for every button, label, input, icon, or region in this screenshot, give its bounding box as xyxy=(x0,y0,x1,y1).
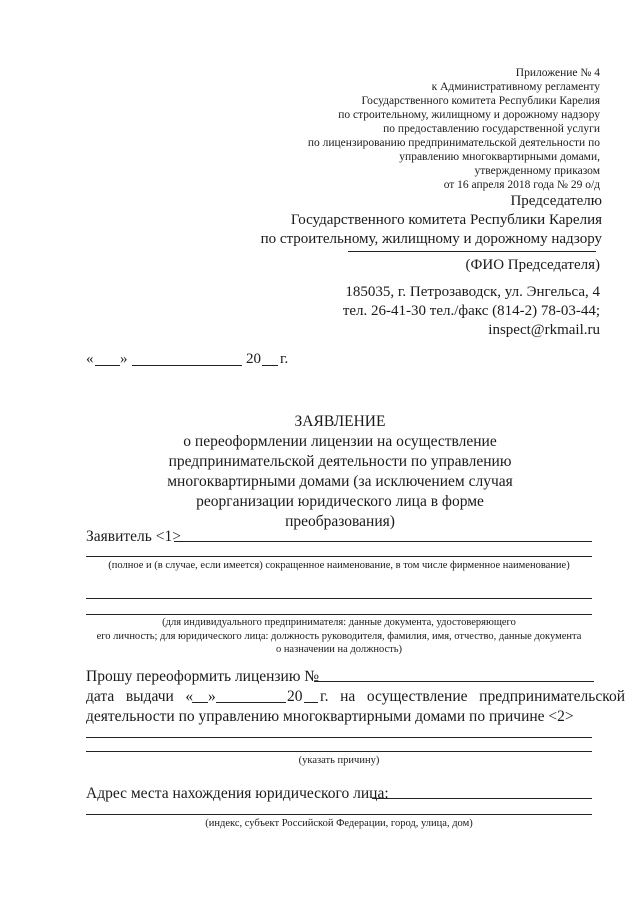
caption-line: (для индивидуального предпринимателя: данные документа, удостоверяющего xyxy=(162,617,516,628)
date-open-quote: « xyxy=(86,351,94,367)
title-heading: ЗАЯВЛЕНИЕ xyxy=(294,413,386,430)
addressee-title: Председателю xyxy=(510,193,602,209)
issue-month-field[interactable] xyxy=(216,702,286,703)
address-block xyxy=(280,283,600,340)
addressee-org: Государственного комитета Республики Карелия xyxy=(290,212,602,228)
date-day-field[interactable] xyxy=(95,365,120,366)
title-line: многоквартирными домами (за исключением случая xyxy=(167,473,513,490)
address-line: 185035, г. Петрозаводск, ул. Энгельса, 4 xyxy=(345,284,600,300)
reason-field-2[interactable] xyxy=(86,751,592,752)
legal-address-field[interactable] xyxy=(372,798,592,799)
date-year-prefix: 20 xyxy=(246,351,261,367)
appendix-block xyxy=(180,66,600,192)
appendix-line: от 16 апреля 2018 года № 29 о/д xyxy=(443,179,600,191)
applicant-label: Заявитель <1> xyxy=(86,528,181,545)
request-line-1: Прошу переоформить лицензию № xyxy=(86,668,320,685)
appendix-line: по лицензированию предпринимательской деятельности по xyxy=(307,137,600,149)
appendix-line: по строительному, жилищному и дорожному надзору xyxy=(338,109,600,121)
email-line: inspect@rkmail.ru xyxy=(488,322,600,338)
fio-caption: (ФИО Председателя) xyxy=(465,257,600,273)
reason-caption: (указать причину) xyxy=(298,755,380,766)
request-line-2 xyxy=(86,687,625,707)
appendix-line: по предоставлению государственной услуги xyxy=(383,123,600,135)
date-line xyxy=(86,350,306,372)
addressee-org-2: по строительному, жилищному и дорожному надзору xyxy=(260,231,602,247)
legal-address-caption: (индекс, субъект Российской Федерации, город, улица, дом) xyxy=(205,818,473,829)
appendix-line: управлению многоквартирными домами, xyxy=(399,151,600,163)
issue-date-label: дата выдачи « xyxy=(86,688,194,705)
caption-line: о назначении на должность) xyxy=(275,644,403,655)
issue-year-prefix: 20 xyxy=(287,688,303,705)
issue-year-field[interactable] xyxy=(304,702,318,703)
date-month-field[interactable] xyxy=(132,365,242,366)
phone-line: тел. 26-41-30 тел./факс (814-2) 78-03-44; xyxy=(342,303,600,319)
title-line: преобразования) xyxy=(285,513,395,530)
caption-line: его личность; для юридического лица: должность руководителя, фамилия, имя, отчество, данные документа xyxy=(96,630,582,642)
reason-field[interactable] xyxy=(86,737,592,738)
title-line: о переоформлении лицензии на осуществление xyxy=(183,433,497,450)
request-line-3: деятельности по управлению многоквартирными домами по причине <2> xyxy=(86,708,574,725)
applicant-details-field[interactable] xyxy=(86,598,592,599)
legal-address-label: Адрес места нахождения юридического лица: xyxy=(86,785,389,802)
issue-day-field[interactable] xyxy=(192,702,208,703)
appendix-line: утвержденному приказом xyxy=(474,165,600,177)
title-line: реорганизации юридического лица в форме xyxy=(196,493,484,510)
applicant-details-field-2[interactable] xyxy=(86,614,592,615)
issue-rest-text: г. на осуществление предпринимательской xyxy=(320,688,625,705)
date-year-suffix: г. xyxy=(280,351,289,367)
applicant-caption: (полное и (в случае, если имеется) сокращенное наименование, в том числе фирменное наименование) xyxy=(108,560,570,571)
document-title xyxy=(140,412,540,532)
title-line: предпринимательской деятельности по управлению xyxy=(168,453,512,470)
fio-field[interactable] xyxy=(348,251,596,252)
applicant-name-field-2[interactable] xyxy=(86,556,592,557)
applicant-details-caption xyxy=(86,616,592,657)
date-year-field[interactable] xyxy=(262,365,278,366)
legal-address-field-2[interactable] xyxy=(86,814,592,815)
addressee-block xyxy=(182,192,602,249)
applicant-name-field[interactable] xyxy=(174,541,592,542)
appendix-line: Государственного комитета Республики Карелия xyxy=(361,95,600,107)
issue-close-quote: » xyxy=(208,688,216,705)
date-close-quote: » xyxy=(120,351,128,367)
appendix-line: к Административному регламенту xyxy=(431,81,600,93)
license-number-field[interactable] xyxy=(314,681,594,682)
appendix-line: Приложение № 4 xyxy=(515,67,600,79)
